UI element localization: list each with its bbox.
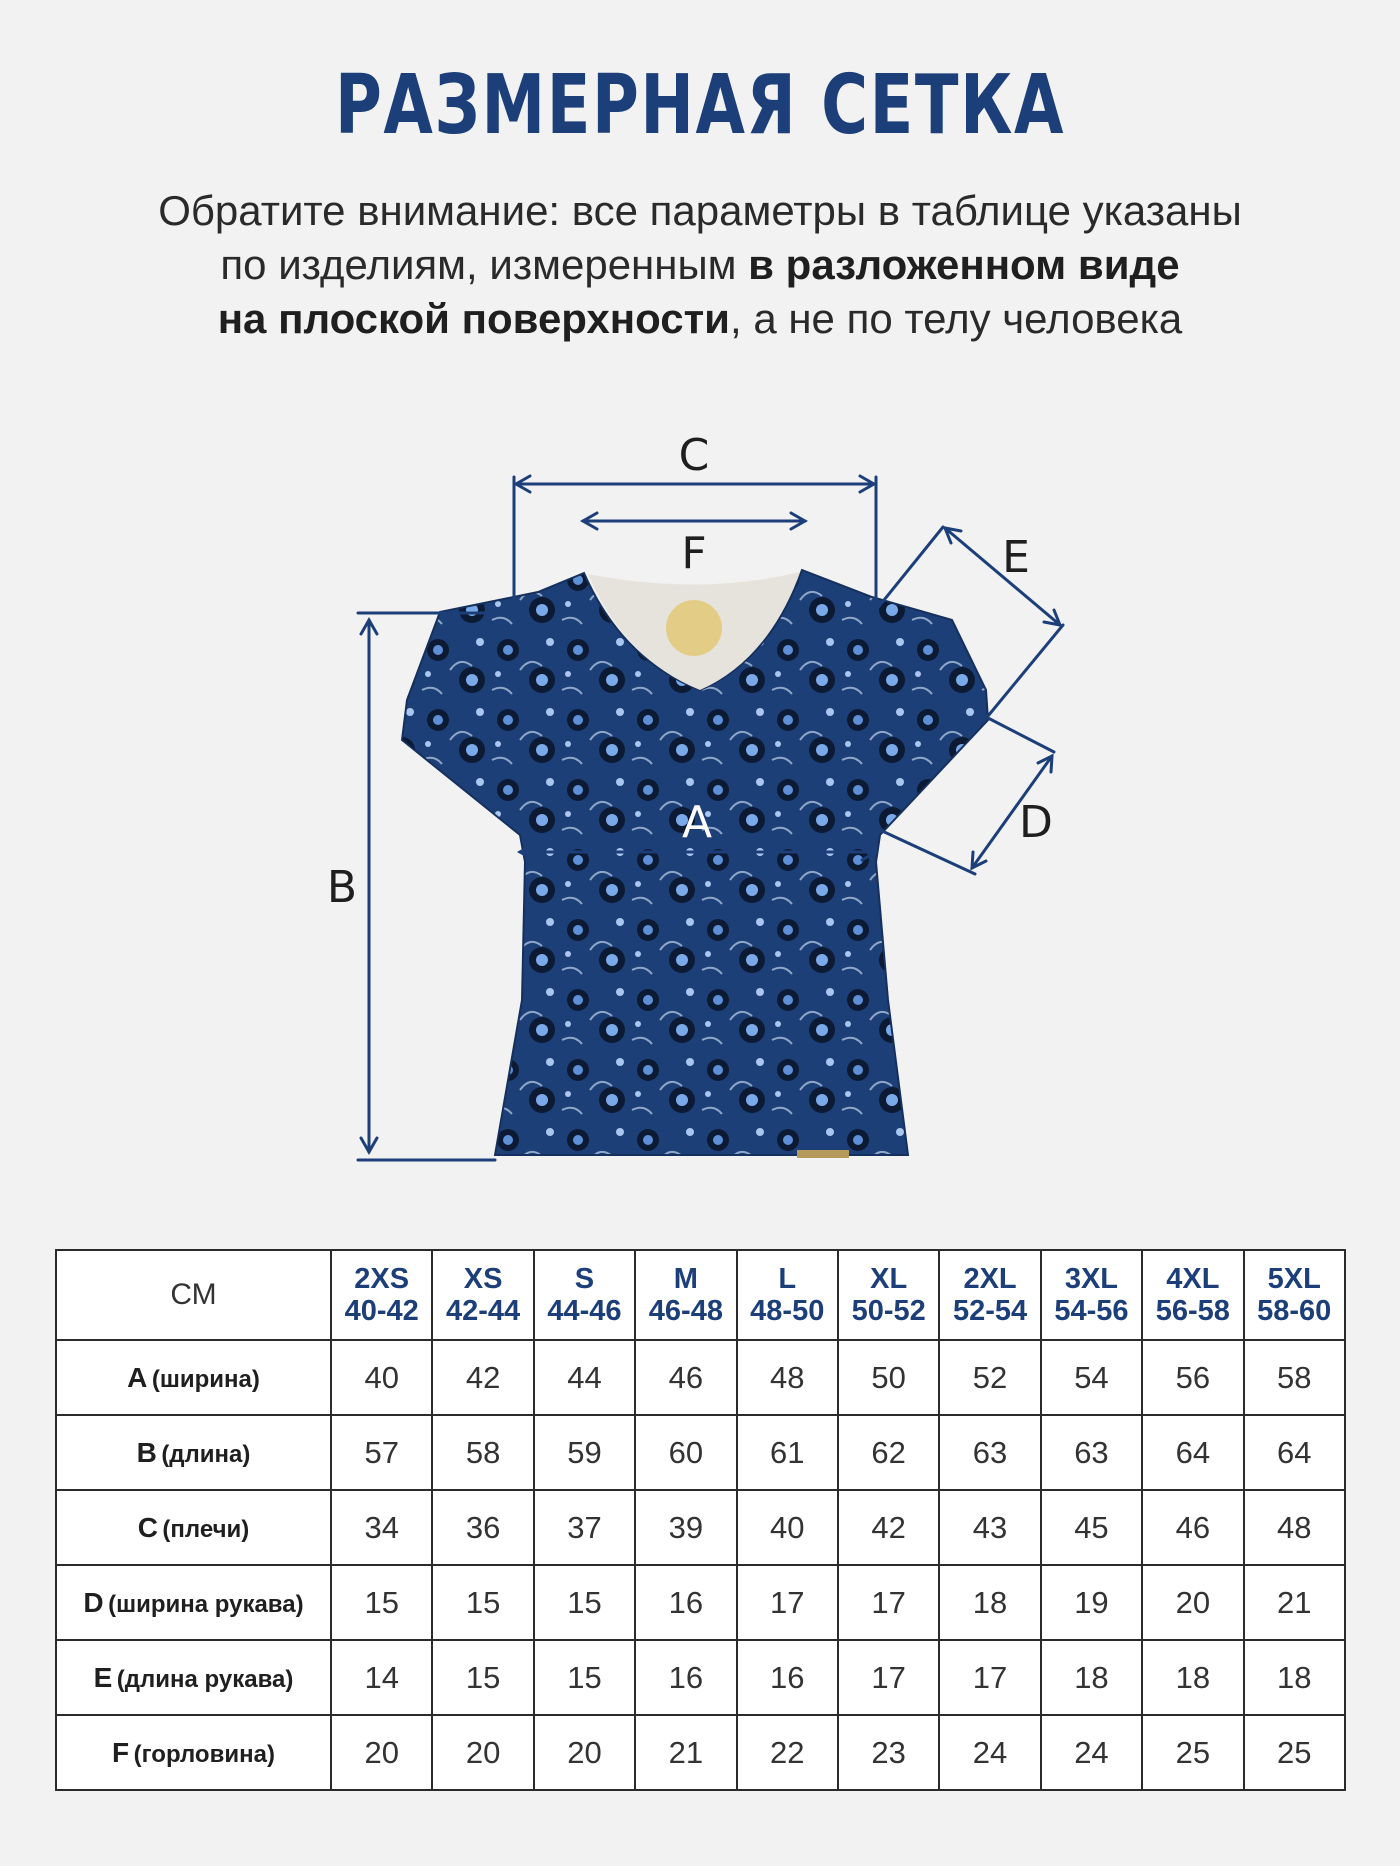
- value-cell: 42: [432, 1340, 533, 1415]
- value-cell: 20: [534, 1715, 635, 1790]
- value-cell: 18: [1142, 1640, 1243, 1715]
- table-row: [56, 1565, 1345, 1640]
- value-cell: 24: [1041, 1715, 1142, 1790]
- size-code: 4XL: [1166, 1263, 1220, 1295]
- size-ru-range: 42-44: [446, 1295, 521, 1327]
- table-row: [56, 1640, 1345, 1715]
- value-cell: 48: [737, 1340, 838, 1415]
- size-code: 3XL: [1064, 1263, 1119, 1295]
- row-label-cell: [56, 1640, 331, 1715]
- arrow-e-guide-bottom: [988, 625, 1063, 716]
- size-header-cell: [1142, 1250, 1243, 1340]
- value-cell: 56: [1142, 1340, 1243, 1415]
- row-label-cell: [56, 1415, 331, 1490]
- value-cell: 44: [534, 1340, 635, 1415]
- value-cell: 36: [432, 1490, 533, 1565]
- value-cell: 20: [1142, 1565, 1243, 1640]
- value-cell: 48: [1244, 1490, 1345, 1565]
- note-line-2: [0, 238, 1400, 292]
- value-cell: 15: [432, 1640, 533, 1715]
- size-header-row: [56, 1250, 1345, 1340]
- value-cell: 54: [1041, 1340, 1142, 1415]
- value-cell: 40: [737, 1490, 838, 1565]
- size-ru-range: 48-50: [750, 1295, 825, 1327]
- label-c: C: [678, 430, 710, 481]
- value-cell: 15: [331, 1565, 432, 1640]
- value-cell: 42: [838, 1490, 939, 1565]
- row-key: A: [127, 1361, 148, 1393]
- value-cell: 50: [838, 1340, 939, 1415]
- value-cell: 17: [838, 1565, 939, 1640]
- value-cell: 63: [939, 1415, 1040, 1490]
- size-code: 2XL: [963, 1263, 1017, 1295]
- value-cell: 14: [331, 1640, 432, 1715]
- arrow-e-guide-top: [876, 527, 943, 610]
- value-cell: 15: [432, 1565, 533, 1640]
- row-key: B: [136, 1436, 157, 1468]
- size-code: L: [778, 1263, 797, 1295]
- tshirt-measurement-diagram: [0, 420, 1400, 1190]
- value-cell: 21: [1244, 1565, 1345, 1640]
- table-row: [56, 1340, 1345, 1415]
- value-cell: 57: [331, 1415, 432, 1490]
- neck-print: [666, 600, 722, 656]
- size-code: S: [574, 1263, 595, 1295]
- row-description: (горловина): [133, 1740, 275, 1768]
- value-cell: 23: [838, 1715, 939, 1790]
- value-cell: 16: [635, 1640, 736, 1715]
- value-cell: 15: [534, 1565, 635, 1640]
- value-cell: 16: [635, 1565, 736, 1640]
- value-cell: 18: [939, 1565, 1040, 1640]
- size-code: M: [673, 1263, 698, 1295]
- arrow-d-guide-bottom: [880, 830, 975, 874]
- value-cell: 20: [432, 1715, 533, 1790]
- value-cell: 59: [534, 1415, 635, 1490]
- value-cell: 25: [1142, 1715, 1243, 1790]
- label-d: D: [1019, 797, 1053, 848]
- unit-cell: СМ: [56, 1250, 331, 1340]
- value-cell: 43: [939, 1490, 1040, 1565]
- size-code: XL: [870, 1263, 908, 1295]
- row-label-cell: [56, 1565, 331, 1640]
- table-row: [56, 1415, 1345, 1490]
- size-header-cell: [838, 1250, 939, 1340]
- value-cell: 17: [939, 1640, 1040, 1715]
- page-title: РАЗМЕРНАЯ СЕТКА: [334, 58, 1066, 153]
- value-cell: 19: [1041, 1565, 1142, 1640]
- size-ru-range: 58-60: [1257, 1295, 1332, 1327]
- size-code: 5XL: [1267, 1263, 1321, 1295]
- value-cell: 20: [331, 1715, 432, 1790]
- value-cell: 18: [1244, 1640, 1345, 1715]
- row-key: E: [93, 1661, 113, 1693]
- measurement-note: [0, 184, 1400, 346]
- label-f: F: [681, 528, 707, 579]
- size-chart-table: [55, 1249, 1346, 1791]
- note-line-3-plain: , а не по телу человека: [729, 295, 1183, 342]
- value-cell: 18: [1041, 1640, 1142, 1715]
- size-ru-range: 50-52: [851, 1295, 926, 1327]
- size-ru-range: 44-46: [547, 1295, 622, 1327]
- size-ru-range: 40-42: [344, 1295, 419, 1327]
- table-row: [56, 1490, 1345, 1565]
- hem-label: [797, 1150, 849, 1158]
- value-cell: 24: [939, 1715, 1040, 1790]
- row-description: (плечи): [162, 1515, 250, 1543]
- note-line-2-bold: в разложенном виде: [748, 241, 1180, 288]
- value-cell: 64: [1142, 1415, 1243, 1490]
- arrow-d-guide-top: [988, 718, 1054, 752]
- value-cell: 58: [1244, 1340, 1345, 1415]
- value-cell: 61: [737, 1415, 838, 1490]
- value-cell: 15: [534, 1640, 635, 1715]
- row-description: (ширина): [151, 1365, 260, 1393]
- row-description: (длина рукава): [116, 1665, 294, 1693]
- value-cell: 17: [737, 1565, 838, 1640]
- value-cell: 63: [1041, 1415, 1142, 1490]
- value-cell: 37: [534, 1490, 635, 1565]
- size-code: 2XS: [354, 1263, 410, 1295]
- value-cell: 34: [331, 1490, 432, 1565]
- value-cell: 17: [838, 1640, 939, 1715]
- size-header-cell: [939, 1250, 1040, 1340]
- value-cell: 16: [737, 1640, 838, 1715]
- note-line-3-bold: на плоской поверхности: [217, 295, 730, 342]
- size-ru-range: 52-54: [952, 1295, 1028, 1327]
- value-cell: 46: [635, 1340, 736, 1415]
- row-label-cell: [56, 1490, 331, 1565]
- size-header-cell: [1041, 1250, 1142, 1340]
- row-key: D: [83, 1586, 104, 1618]
- value-cell: 40: [331, 1340, 432, 1415]
- value-cell: 62: [838, 1415, 939, 1490]
- value-cell: 52: [939, 1340, 1040, 1415]
- row-description: (ширина рукава): [108, 1590, 304, 1618]
- row-description: (длина): [161, 1440, 251, 1468]
- label-e: E: [1002, 532, 1030, 583]
- size-code: XS: [463, 1263, 503, 1295]
- note-line-1: Обратите внимание: все параметры в таблице указаны: [158, 187, 1242, 234]
- size-header-cell: [331, 1250, 432, 1340]
- value-cell: 46: [1142, 1490, 1243, 1565]
- row-key: F: [112, 1736, 130, 1768]
- size-header-cell: [1244, 1250, 1345, 1340]
- value-cell: 25: [1244, 1715, 1345, 1790]
- value-cell: 45: [1041, 1490, 1142, 1565]
- label-a: A: [681, 797, 713, 848]
- value-cell: 21: [635, 1715, 736, 1790]
- size-ru-range: 46-48: [648, 1295, 723, 1327]
- table-row: [56, 1715, 1345, 1790]
- size-header-cell: [534, 1250, 635, 1340]
- size-ru-range: 54-56: [1054, 1295, 1129, 1327]
- value-cell: 39: [635, 1490, 736, 1565]
- row-label-cell: [56, 1340, 331, 1415]
- size-header-cell: [635, 1250, 736, 1340]
- size-header-cell: [737, 1250, 838, 1340]
- size-header-cell: [432, 1250, 533, 1340]
- note-line-3: [0, 292, 1400, 346]
- value-cell: 22: [737, 1715, 838, 1790]
- value-cell: 64: [1244, 1415, 1345, 1490]
- row-key: C: [137, 1511, 158, 1543]
- size-ru-range: 56-58: [1155, 1295, 1230, 1327]
- value-cell: 58: [432, 1415, 533, 1490]
- note-line-2-plain: по изделиям, измеренным: [220, 241, 749, 288]
- row-label-cell: [56, 1715, 331, 1790]
- label-b: B: [326, 862, 358, 913]
- value-cell: 60: [635, 1415, 736, 1490]
